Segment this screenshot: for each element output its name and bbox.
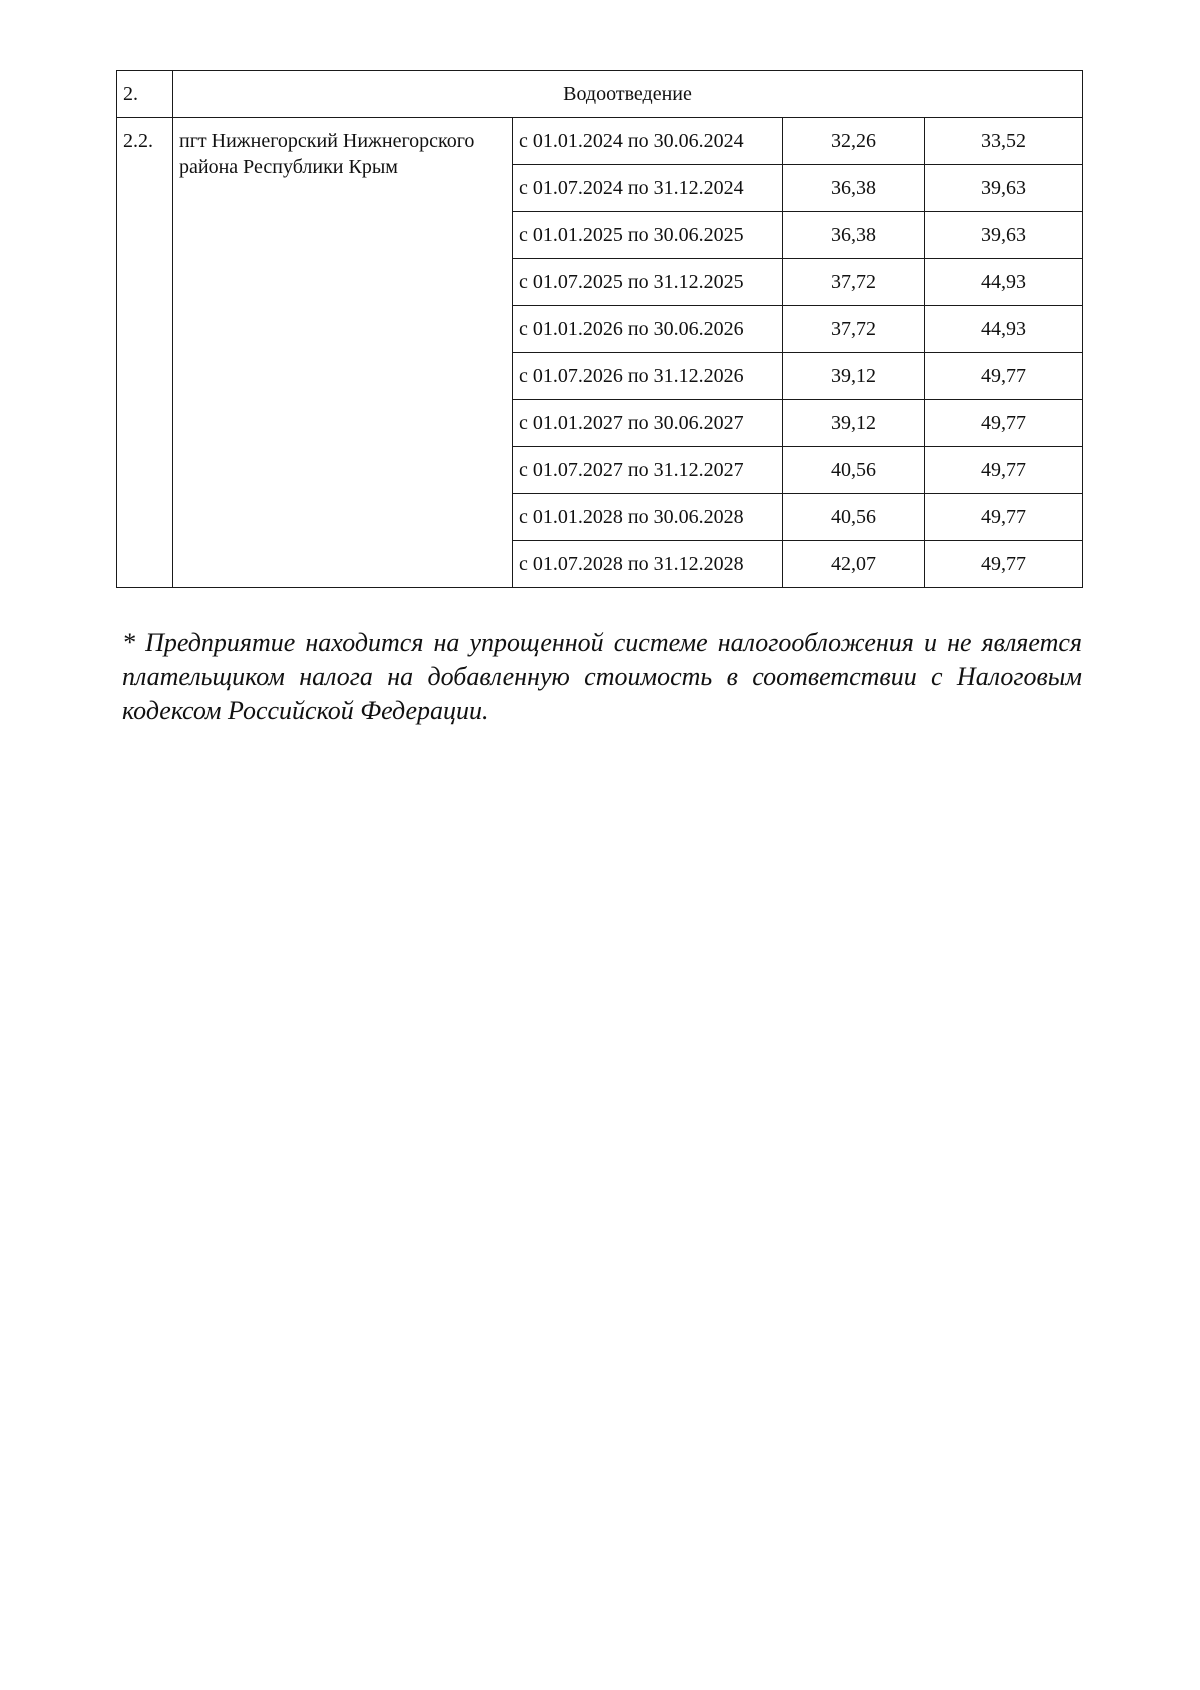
period-cell: с 01.01.2024 по 30.06.2024 [513, 118, 783, 165]
tariff-value-1-cell: 40,56 [783, 447, 925, 494]
tariff-value-2-cell: 44,93 [925, 259, 1083, 306]
tariff-value-1-cell: 39,12 [783, 353, 925, 400]
tariff-value-1-cell: 36,38 [783, 165, 925, 212]
tariff-value-1-cell: 32,26 [783, 118, 925, 165]
period-cell: с 01.07.2025 по 31.12.2025 [513, 259, 783, 306]
period-cell: с 01.01.2027 по 30.06.2027 [513, 400, 783, 447]
period-cell: с 01.01.2028 по 30.06.2028 [513, 494, 783, 541]
item-name: пгт Нижнегорский Нижнегорского района Республики Крым [173, 118, 513, 588]
section-row [117, 71, 1083, 118]
tariff-value-2-cell: 44,93 [925, 306, 1083, 353]
tariff-value-2-cell: 49,77 [925, 400, 1083, 447]
tariff-value-1-cell: 39,12 [783, 400, 925, 447]
tariff-value-1-cell: 36,38 [783, 212, 925, 259]
section-number: 2. [117, 71, 173, 118]
period-cell: с 01.07.2026 по 31.12.2026 [513, 353, 783, 400]
tariff-value-1-cell: 37,72 [783, 259, 925, 306]
tariff-value-2-cell: 49,77 [925, 353, 1083, 400]
tariff-value-2-cell: 49,77 [925, 447, 1083, 494]
item-number: 2.2. [117, 118, 173, 588]
tariff-value-2-cell: 39,63 [925, 212, 1083, 259]
footnote-text: * Предприятие находится на упрощенной системе налогообложения и не является плательщиком налога на добавленную стоимость в соответствии с Налоговым кодексом Российской Федерации. [122, 628, 1082, 725]
tariff-value-1-cell: 40,56 [783, 494, 925, 541]
tariff-value-2-cell: 49,77 [925, 541, 1083, 588]
tariff-value-1-cell: 42,07 [783, 541, 925, 588]
tariff-value-2-cell: 33,52 [925, 118, 1083, 165]
tariff-table-body [117, 71, 1083, 588]
tariff-value-2-cell: 49,77 [925, 494, 1083, 541]
period-cell: с 01.07.2028 по 31.12.2028 [513, 541, 783, 588]
table-row [117, 118, 1083, 165]
section-title: Водоотведение [173, 71, 1083, 118]
period-cell: с 01.07.2027 по 31.12.2027 [513, 447, 783, 494]
tariff-table [116, 70, 1083, 588]
period-cell: с 01.07.2024 по 31.12.2024 [513, 165, 783, 212]
period-cell: с 01.01.2026 по 30.06.2026 [513, 306, 783, 353]
tariff-value-1-cell: 37,72 [783, 306, 925, 353]
period-cell: с 01.01.2025 по 30.06.2025 [513, 212, 783, 259]
tariff-value-2-cell: 39,63 [925, 165, 1083, 212]
